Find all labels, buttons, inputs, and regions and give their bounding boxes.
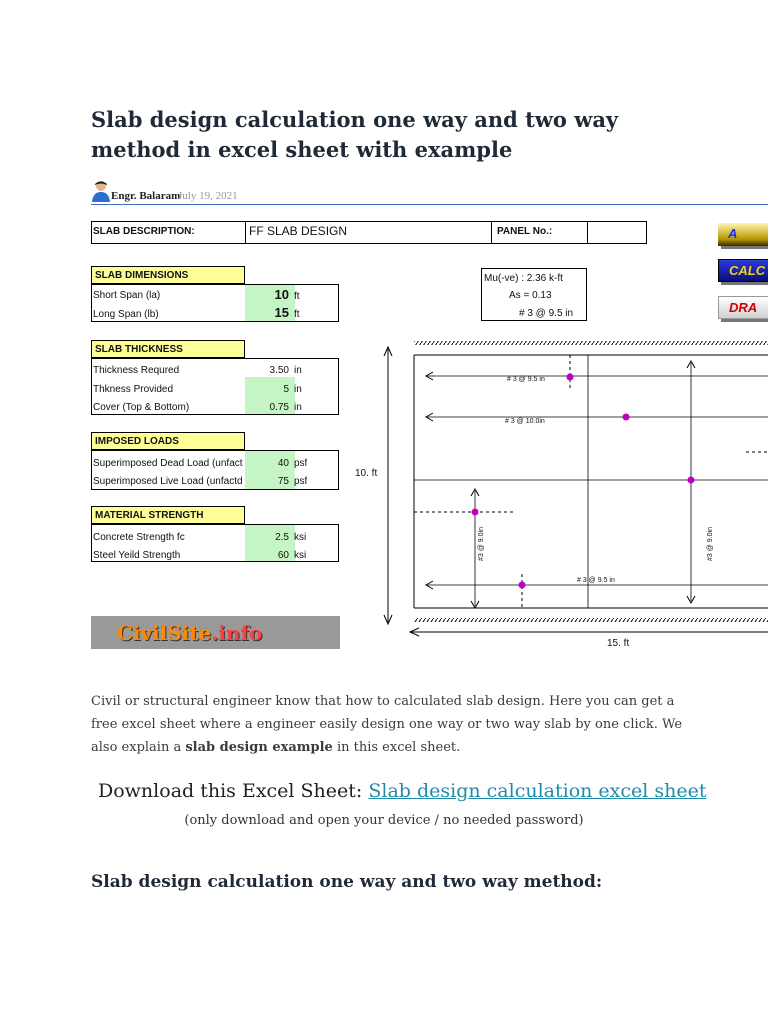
logo-main-text: CivilSite [117, 621, 212, 645]
author-avatar [91, 180, 111, 202]
dimension-label: Short Span (la) [93, 290, 161, 301]
thickness-header: SLAB THICKNESS [91, 340, 245, 358]
thickness-unit: in [294, 384, 302, 395]
post-date: July 19, 2021 [178, 190, 238, 202]
grid-line [245, 221, 246, 244]
dimension-unit: ft [294, 309, 300, 320]
thickness-label: Thickness Requred [93, 365, 180, 376]
thickness-value[interactable]: 0.75 [269, 402, 289, 413]
material-header: MATERIAL STRENGTH [91, 506, 245, 524]
download-prefix: Download this Excel Sheet: [98, 780, 369, 802]
author-divider [91, 204, 768, 205]
bar-label-mid: # 3 @ 10.0in [505, 418, 545, 425]
thickness-unit: in [294, 402, 302, 413]
load-value[interactable]: 40 [277, 458, 289, 469]
short-span-dimension: 10. ft [355, 468, 378, 479]
download-note: (only download and open your device / no needed password) [184, 813, 584, 828]
logo-ext-text: .info [211, 621, 263, 645]
draw-button[interactable]: DRA [718, 296, 768, 319]
thickness-label: Thkness Provided [93, 384, 174, 395]
grid-line [587, 221, 588, 244]
slab-drawing [341, 331, 768, 653]
author-name[interactable]: Engr. Balaram [111, 190, 181, 202]
bar-marker [519, 582, 526, 589]
panel-label: PANEL No.: [497, 226, 553, 237]
material-unit: ksi [294, 550, 307, 561]
slab-edge-bottom [414, 618, 768, 622]
bar-label-vert-left: #3 @ 9.0in [478, 527, 485, 561]
dimensions-header: SLAB DIMENSIONS [91, 266, 245, 284]
a-button[interactable]: A [718, 223, 768, 246]
dimension-unit: ft [294, 291, 300, 302]
load-unit: psf [294, 476, 308, 487]
dimension-value[interactable]: 10 [274, 287, 289, 302]
intro-text-1: Civil or structural engineer know that how to calculated slab design. Here you can get a free excel sheet where a engineer easily design one way or two way slab by one click. We also explain a [91, 694, 683, 755]
intro-bold: slab design example [185, 740, 333, 755]
thickness-unit: in [294, 365, 302, 376]
load-label: Superimposed Live Load (unfactd [93, 476, 243, 487]
thickness-value[interactable]: 5 [283, 384, 289, 395]
as-result: As = 0.13 [509, 290, 552, 301]
bar-marker [688, 477, 695, 484]
bar-marker [567, 374, 574, 381]
civilsite-logo [91, 616, 340, 649]
article-title: Slab design calculation one way and two way method in excel sheet with example [91, 107, 619, 162]
mu-result: Mu(-ve) : 2.36 k-ft [484, 273, 563, 284]
material-label: Steel Yeild Strength [93, 550, 181, 561]
slab-description-value: FF SLAB DESIGN [249, 224, 348, 238]
download-line [98, 780, 748, 802]
bar-marker [472, 509, 479, 516]
thickness-value: 3.50 [269, 365, 289, 376]
dimension-value[interactable]: 15 [274, 305, 289, 320]
bar-label-vert-right: #3 @ 9.0in [707, 527, 714, 561]
intro-text-2: in this excel sheet. [332, 740, 461, 755]
slab-description-label: SLAB DESCRIPTION: [93, 226, 195, 237]
author-row [91, 180, 768, 206]
thickness-label: Cover (Top & Bottom) [93, 402, 190, 413]
slab-edge-top [414, 341, 768, 345]
section-heading: Slab design calculation one way and two way method: [91, 872, 603, 892]
excel-sheet-image [91, 213, 768, 653]
download-link[interactable]: Slab design calculation excel sheet [368, 780, 707, 802]
bar-marker [623, 414, 630, 421]
material-value[interactable]: 2.5 [275, 532, 289, 543]
load-value[interactable]: 75 [277, 476, 289, 487]
long-span-dimension: 15. ft [607, 638, 630, 649]
bar-label-bottom: # 3 @ 9.5 in [577, 577, 615, 584]
dimension-label: Long Span (lb) [93, 309, 159, 320]
bar-label-top: # 3 @ 9.5 in [507, 376, 545, 383]
loads-header: IMPOSED LOADS [91, 432, 245, 450]
material-unit: ksi [294, 532, 307, 543]
load-label: Superimposed Dead Load (unfact [93, 458, 243, 469]
grid-line [491, 221, 492, 244]
material-value[interactable]: 60 [277, 550, 289, 561]
load-unit: psf [294, 458, 308, 469]
bar-result: # 3 @ 9.5 in [519, 308, 574, 319]
calculate-button[interactable]: CALC [718, 259, 768, 282]
intro-paragraph [91, 690, 691, 759]
material-label: Concrete Strength fc [93, 532, 185, 543]
